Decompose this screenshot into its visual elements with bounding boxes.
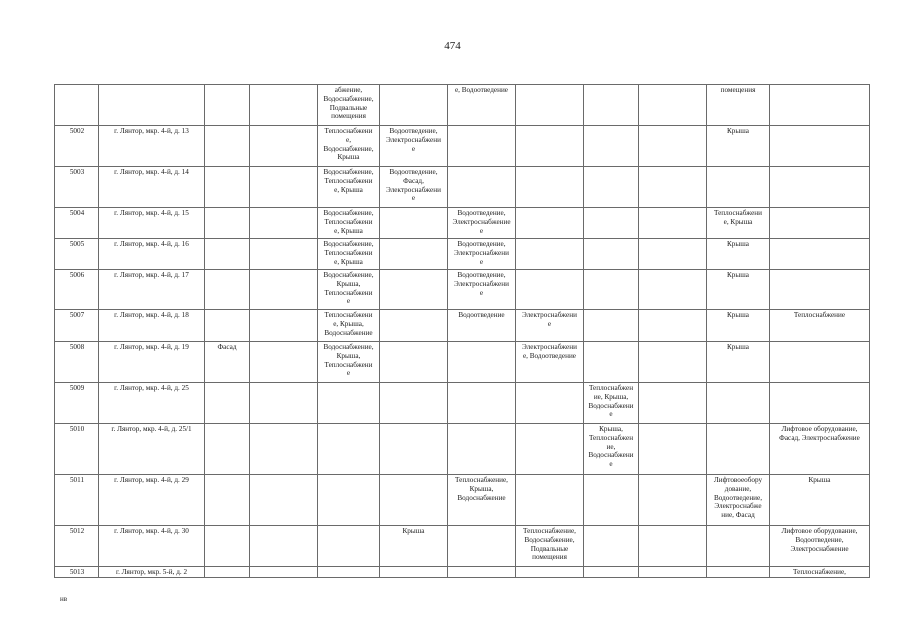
cell-col-11 [707,208,770,239]
cell-col-9 [584,270,639,310]
cell-text-line: Водоснабжение, [323,168,374,176]
cell-col-7 [448,85,516,126]
cell-col-4 [250,167,318,208]
cell-address: г. Лянтор, мкр. 4-й, д. 17 [99,270,205,310]
cell-text-line: Крыша, [599,425,623,433]
cell-col-12 [770,567,870,578]
cell-text-line: абжение, [334,86,363,94]
footer-mark: нв [60,595,68,603]
cell-text-line: помещения [331,112,366,121]
cell-col-11 [707,526,770,567]
cell-row-number: 5011 [55,475,99,526]
cell-col-11 [707,270,770,310]
cell-text-line: Теплоснабжени [324,248,373,257]
cell-text-line: Водоснабжение, [323,240,374,248]
cell-text-line: Крыша, [336,351,361,360]
cell-text-line: Лифтовоеобору [713,476,763,484]
cell-text-line: Водоснабжение, [323,144,374,153]
cell-address: г. Лянтор, мкр. 4-й, д. 15 [99,208,205,239]
cell-row-number: 5002 [55,126,99,167]
cell-col-9 [584,475,639,526]
cell-col-7 [448,126,516,167]
table-row [55,342,870,383]
cell-col-6 [380,167,448,208]
cell-col-6 [380,85,448,126]
cell-col-12 [770,526,870,567]
cell-col-3 [205,475,250,526]
cell-col-9 [584,167,639,208]
cell-col-12 [770,383,870,424]
cell-col-4 [250,424,318,475]
cell-text-line: Водоотведение, [713,493,763,502]
cell-col-11 [707,310,770,342]
cell-col-4 [250,475,318,526]
cell-col-5 [318,383,380,424]
cell-text-line: Крыша [402,527,425,535]
cell-col-7 [448,424,516,475]
cell-address: г. Лянтор, мкр. 4-й, д. 19 [99,342,205,383]
cell-row-number: 5010 [55,424,99,475]
cell-address: г. Лянтор, мкр. 4-й, д. 30 [99,526,205,567]
cell-col-11 [707,424,770,475]
cell-text-line: Водоснабжение, [323,94,374,103]
cell-text-line: Водоотведение, [457,240,506,248]
cell-text-line: Крыша [727,311,749,319]
cell-col-8 [516,526,584,567]
cell-col-9 [584,342,639,383]
cell-col-8 [516,342,584,383]
cell-text-line: Водоснабжени [588,401,634,410]
table-row [55,239,870,270]
cell-text-line: Водоснабжение [457,493,506,502]
cell-col-10 [639,85,707,126]
cell-text-line: Водоотведение [458,311,505,319]
cell-col-11 [707,167,770,208]
cell-col-4 [250,208,318,239]
cell-col-3 [205,270,250,310]
cell-col-9 [584,126,639,167]
table-row [55,567,870,578]
cell-col-11 [707,342,770,383]
cell-text-line: е, Крыша [334,257,363,266]
cell-col-5 [318,342,380,383]
cell-text-line: Водоснабжение, [323,343,374,351]
cell-col-5 [318,424,380,475]
cell-col-12 [770,424,870,475]
cell-col-8 [516,208,584,239]
cell-text-line: Теплоснабжен [588,433,634,442]
cell-col-4 [250,383,318,424]
cell-col-7 [448,310,516,342]
cell-col-5 [318,567,380,578]
cell-text-line: Подвальные [530,544,569,553]
cell-text-line: Водоотведение, [389,127,438,135]
cell-col-12 [770,167,870,208]
cell-text-line: е [411,194,416,203]
cell-text-line: дование, [724,484,752,493]
cell-address: г. Лянтор, мкр. 4-й, д. 25/1 [99,424,205,475]
cell-col-9 [584,526,639,567]
cell-col-9 [584,383,639,424]
cell-col-7 [448,342,516,383]
cell-col-3 [205,342,250,383]
cell-col-6 [380,126,448,167]
cell-col-7 [448,567,516,578]
cell-text-line: Теплоснабжение, [793,568,846,576]
table-row [55,208,870,239]
cell-text-line: Теплоснабжени [324,311,373,319]
table-row [55,424,870,475]
cell-col-10 [639,270,707,310]
cell-col-9 [584,208,639,239]
cell-text-line: помещения [532,553,567,562]
cell-col-5 [318,310,380,342]
cell-text-line: Теплоснабжени [324,288,373,297]
cell-col-11 [707,383,770,424]
cell-col-5 [318,526,380,567]
cell-address: г. Лянтор, мкр. 4-й, д. 16 [99,239,205,270]
cell-col-11 [707,567,770,578]
cell-col-12 [770,475,870,526]
cell-text-line: е [346,369,351,378]
cell-col-10 [639,475,707,526]
cell-col-9 [584,85,639,126]
cell-col-5 [318,126,380,167]
cell-col-8 [516,167,584,208]
cell-address: г. Лянтор, мкр. 4-й, д. 18 [99,310,205,342]
cell-text-line: е [547,319,552,328]
cell-col-10 [639,526,707,567]
cell-text-line: Теплоснабжени [714,209,762,217]
cell-text-line: Электроснабжени [454,279,509,288]
cell-col-6 [380,567,448,578]
cell-text-line: ие, [606,442,616,451]
cell-col-3 [205,208,250,239]
table-row [55,85,870,126]
cell-col-3 [205,526,250,567]
cell-col-8 [516,567,584,578]
cell-text-line: Водоотведение, [457,271,506,279]
cell-text-line: Водоснабжение [324,328,373,337]
cell-text-line: Электроснабжение [452,217,511,226]
cell-col-3 [205,167,250,208]
table-row [55,126,870,167]
cell-row-number: 5003 [55,167,99,208]
cell-col-12 [770,239,870,270]
cell-col-7 [448,383,516,424]
cell-row-number: 5013 [55,567,99,578]
cell-text-line: Крыша [727,240,749,248]
cell-text-line: Теплоснабжени [324,127,373,135]
cell-text-line: Электроснабжени [386,185,441,194]
cell-text-line: помещения [720,86,756,94]
cell-text-line: е [609,460,613,469]
cell-text-line: ние, Фасад [721,511,755,520]
cell-col-8 [516,85,584,126]
cell-col-5 [318,239,380,270]
cell-text-line: Лифтовое оборудование, [781,527,858,535]
cell-text-line: Водоснабжение, [323,271,374,279]
cell-text-line: Теплоснабжен [588,384,634,392]
cell-text-line: Крыша, [469,484,494,493]
table-row [55,270,870,310]
cell-col-6 [380,270,448,310]
table-row [55,526,870,567]
cell-col-6 [380,526,448,567]
cell-text-line: е, [346,135,351,144]
cell-col-7 [448,526,516,567]
cell-col-10 [639,126,707,167]
cell-col-3 [205,239,250,270]
cell-text-line: е [411,144,416,153]
cell-col-3 [205,424,250,475]
cell-col-12 [770,342,870,383]
table-row [55,310,870,342]
cell-col-4 [250,342,318,383]
cell-col-10 [639,239,707,270]
cell-col-9 [584,424,639,475]
cell-text-line: Теплоснабжени [324,217,373,226]
cell-col-7 [448,475,516,526]
cell-col-10 [639,310,707,342]
cell-col-10 [639,167,707,208]
cell-col-9 [584,239,639,270]
cell-address: г. Лянтор, мкр. 4-й, д. 13 [99,126,205,167]
cell-col-5 [318,167,380,208]
cell-text-line: е, Водоотведение [454,86,509,94]
cell-col-8 [516,310,584,342]
cell-text-line: Крыша [727,343,749,351]
cell-col-3 [205,310,250,342]
cell-col-11 [707,85,770,126]
cell-text-line: Электроснабжени [454,248,509,257]
cell-text-line: Фасад [217,343,237,351]
cell-row-number: 5004 [55,208,99,239]
cell-text-line: Электроснабжени [522,343,577,351]
cell-col-4 [250,85,318,126]
cell-col-6 [380,383,448,424]
cell-text-line: Водоснабжени [588,451,634,460]
cell-col-12 [770,310,870,342]
cell-text-line: Электроснабжени [522,311,577,319]
cell-text-line: Электроснабже [714,502,762,511]
cell-text-line: е [479,226,484,235]
cell-row-number [55,85,99,126]
cell-address: г. Лянтор, мкр. 5-й, д. 2 [99,567,205,578]
cell-text-line: е, Крыша [334,185,363,194]
cell-row-number: 5009 [55,383,99,424]
cell-row-number: 5007 [55,310,99,342]
cell-col-3 [205,567,250,578]
cell-col-5 [318,475,380,526]
cell-col-12 [770,126,870,167]
table-body [55,85,870,578]
cell-col-4 [250,567,318,578]
page-number: 474 [444,40,461,52]
cell-text-line: Крыша, [336,279,361,288]
cell-col-5 [318,85,380,126]
cell-col-11 [707,475,770,526]
cell-text-line: е, Крыша [723,217,753,226]
cell-text-line: е [479,257,484,266]
cell-text-line: Водоотведение, [795,535,844,544]
cell-text-line: е, Крыша [334,226,363,235]
cell-col-6 [380,208,448,239]
cell-col-7 [448,208,516,239]
cell-col-12 [770,270,870,310]
cell-text-line: Электроснабжени [386,135,441,144]
cell-col-11 [707,239,770,270]
cell-col-10 [639,567,707,578]
cell-col-5 [318,208,380,239]
cell-text-line: е [609,410,613,419]
cell-col-3 [205,85,250,126]
cell-col-3 [205,383,250,424]
cell-col-8 [516,383,584,424]
cell-text-line: Фасад, [403,176,424,185]
cell-text-line: Подвальные [329,103,368,112]
cell-col-12 [770,85,870,126]
cell-col-4 [250,310,318,342]
cell-col-7 [448,167,516,208]
cell-col-8 [516,475,584,526]
repair-schedule-table [54,84,870,578]
cell-text-line: Крыша [808,476,831,484]
cell-col-9 [584,567,639,578]
cell-col-6 [380,342,448,383]
cell-col-6 [380,475,448,526]
cell-col-7 [448,270,516,310]
table-row [55,383,870,424]
cell-text-line: е, Крыша, [333,319,364,328]
cell-col-6 [380,239,448,270]
cell-col-10 [639,424,707,475]
cell-text-line: ие, Крыша, [593,392,629,401]
cell-col-11 [707,126,770,167]
table-row [55,475,870,526]
cell-text-line: Водоотведение, [389,168,438,176]
cell-col-10 [639,208,707,239]
cell-text-line: Теплоснабжение [793,311,846,319]
cell-text-line: Теплоснабжение, [455,476,508,484]
cell-col-8 [516,270,584,310]
cell-text-line: Водоотведение, [457,209,506,217]
cell-row-number: 5005 [55,239,99,270]
cell-text-line: Теплоснабжени [324,360,373,369]
cell-text-line: Водоснабжение, [323,209,374,217]
cell-text-line: е [346,297,351,306]
cell-text-line: Крыша [727,127,749,135]
cell-col-4 [250,526,318,567]
cell-col-10 [639,342,707,383]
cell-col-9 [584,310,639,342]
cell-col-6 [380,424,448,475]
cell-row-number: 5012 [55,526,99,567]
cell-text-line: Лифтовое оборудование, [781,425,858,433]
cell-col-8 [516,424,584,475]
cell-col-10 [639,383,707,424]
cell-address: г. Лянтор, мкр. 4-й, д. 14 [99,167,205,208]
cell-text-line: Теплоснабжени [324,176,373,185]
cell-address: г. Лянтор, мкр. 4-й, д. 29 [99,475,205,526]
cell-text-line: Крыша [337,153,360,162]
cell-address: г. Лянтор, мкр. 4-й, д. 25 [99,383,205,424]
cell-col-7 [448,239,516,270]
cell-row-number: 5008 [55,342,99,383]
cell-text-line: е [479,288,484,297]
cell-col-12 [770,208,870,239]
cell-col-8 [516,126,584,167]
table-row [55,167,870,208]
cell-text-line: Фасад, Электроснабжение [779,433,860,442]
cell-text-line: Электроснабжение [790,544,849,553]
cell-text-line: Крыша [727,271,749,279]
cell-text-line: Водоснабжение, [524,535,575,544]
cell-col-8 [516,239,584,270]
cell-text-line: е, Водоотведение [522,351,577,360]
cell-col-6 [380,310,448,342]
cell-row-number: 5006 [55,270,99,310]
cell-col-4 [250,126,318,167]
cell-col-3 [205,126,250,167]
cell-col-4 [250,239,318,270]
cell-address [99,85,205,126]
cell-col-4 [250,270,318,310]
cell-text-line: Теплоснабжение, [523,527,576,535]
cell-col-5 [318,270,380,310]
